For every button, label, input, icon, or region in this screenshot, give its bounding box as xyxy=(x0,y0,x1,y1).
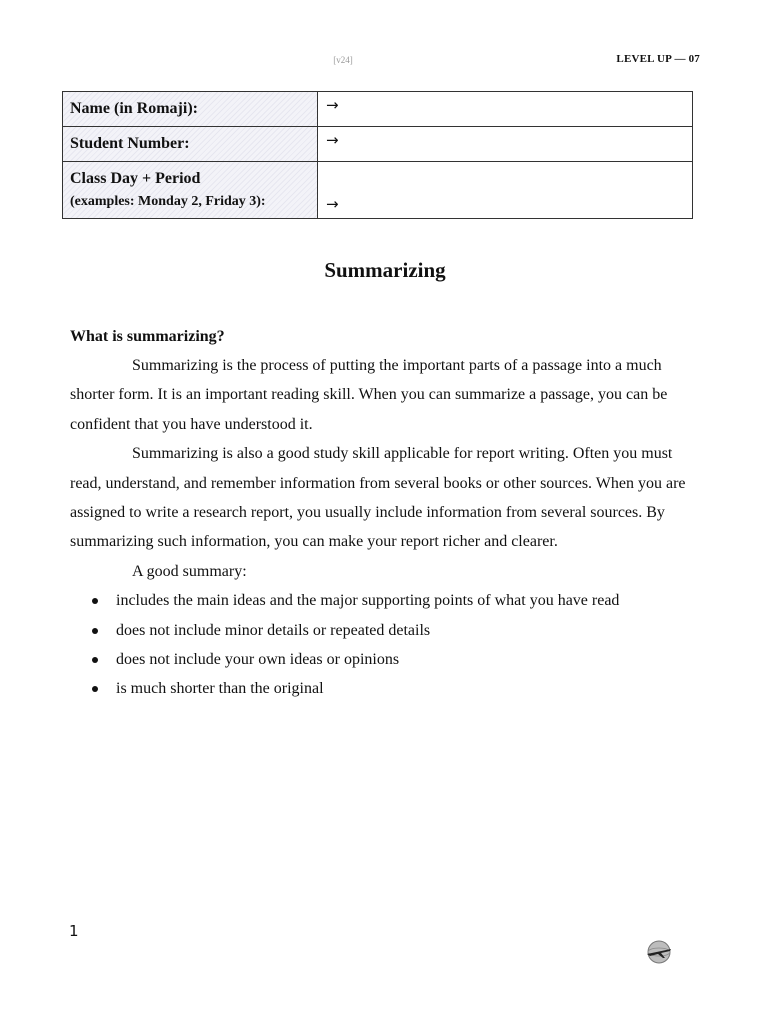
name-field[interactable] xyxy=(318,92,693,127)
student-number-label: Student Number: xyxy=(63,127,318,162)
class-field[interactable] xyxy=(318,162,693,219)
arrow-right-icon: → xyxy=(326,96,339,114)
class-row xyxy=(63,162,693,219)
list-item: is much shorter than the original xyxy=(70,674,690,703)
student-number-row xyxy=(63,127,693,162)
class-label: Class Day + Period xyxy=(70,170,201,187)
arrow-right-icon: → xyxy=(326,195,339,213)
version-tag: [v24] xyxy=(333,55,353,65)
airplane-globe-icon xyxy=(644,939,674,965)
course-header: LEVEL UP — 07 xyxy=(616,53,700,65)
list-item: does not include minor details or repeated details xyxy=(70,616,690,645)
student-number-field[interactable] xyxy=(318,127,693,162)
section-heading: What is summarizing? xyxy=(70,328,225,345)
main-content xyxy=(70,322,690,704)
list-item: includes the main ideas and the major supporting points of what you have read xyxy=(70,586,690,615)
class-hint: (examples: Monday 2, Friday 3): xyxy=(70,194,266,209)
paragraph: Summarizing is also a good study skill applicable for report writing. Often you must read, understand, and remember information from several books or other sources. When you are assigned to write a research report, you usually include information from several sources. By summarizing such information, you can make your report richer and clearer. xyxy=(70,445,686,551)
page-title: Summarizing xyxy=(324,258,446,282)
name-label: Name (in Romaji): xyxy=(63,92,318,127)
paragraph: Summarizing is the process of putting the important parts of a passage into a much shorter form. It is an important reading skill. When you can summarize a passage, you can be confident that you have understood it. xyxy=(70,357,668,433)
bullet-list xyxy=(70,586,690,704)
page-number: 1 xyxy=(69,922,79,940)
paragraph: A good summary: xyxy=(132,562,247,580)
list-item: does not include your own ideas or opinions xyxy=(70,645,690,674)
name-row xyxy=(63,92,693,127)
class-label-cell xyxy=(63,162,318,219)
arrow-right-icon: → xyxy=(326,131,339,149)
student-info-table xyxy=(62,91,693,219)
